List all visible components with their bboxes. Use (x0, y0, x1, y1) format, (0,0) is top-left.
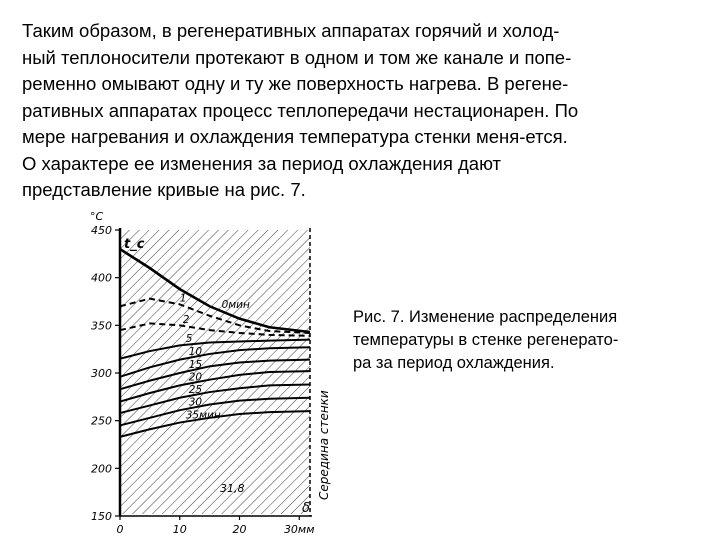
curve-label: 30 (188, 396, 203, 409)
caption-line: Рис. 7. Изменение распределения (353, 308, 618, 326)
curve-label: 35мин (185, 409, 221, 422)
x-tick-label: 10 (172, 523, 187, 536)
curve-label: 15 (188, 358, 203, 371)
x-axis-ticks (117, 516, 315, 536)
y-symbol-label: t_c (124, 237, 145, 252)
paragraph-line: О характере ее изменения за период охлаждения дают (22, 152, 502, 174)
y-tick-label: 350 (91, 319, 112, 333)
body-paragraph (22, 18, 702, 204)
curve-label: 10 (188, 345, 203, 358)
temperature-figure (70, 200, 350, 540)
paragraph-line: Таким образом, в регенеративных аппаратах горячий и холод- (22, 20, 560, 41)
paragraph-line: ременно омывают одну и ту же поверхность нагрева. В регене- (22, 73, 569, 94)
y-tick-label: 200 (91, 462, 112, 476)
x-symbol-label: δ (302, 501, 310, 516)
x-tick-label: 30мм (283, 523, 315, 536)
figure-caption (353, 306, 693, 375)
y-tick-label: 150 (91, 510, 112, 523)
curve-label: 5 (185, 332, 193, 345)
curve-label: 20 (188, 371, 203, 384)
y-unit-label: °С (90, 210, 104, 223)
y-axis-ticks (91, 224, 120, 523)
midline-vertical-label: Середина стенки (317, 390, 331, 500)
y-tick-label: 300 (91, 367, 112, 380)
thickness-annotation: 31,8 (220, 482, 245, 495)
y-tick-label: 400 (91, 271, 112, 285)
chart-svg (70, 200, 350, 540)
x-tick-label: 0 (116, 523, 124, 536)
caption-line: ра за период охлаждения. (353, 354, 555, 372)
curve-label: 2 (182, 313, 190, 326)
curve-label: 1 (179, 292, 187, 305)
paragraph-line: ративных аппаратах процесс теплопередачи нестационарен. По (22, 99, 579, 121)
paragraph-line: ный теплоносители протекают в одном и том же канале и попе- (22, 46, 572, 68)
curve-label: 25 (188, 384, 203, 397)
y-tick-label: 250 (91, 414, 112, 428)
paragraph-line: представление кривые на рис. 7. (22, 179, 306, 200)
x-tick-label: 20 (232, 523, 247, 536)
y-tick-label: 450 (91, 224, 112, 237)
caption-line: температуры в стенке регенерато- (353, 331, 619, 349)
curve-label: 0мин (221, 299, 250, 312)
paragraph-line: мере нагревания и охлаждения температура стенки меня-ется. (22, 126, 568, 147)
